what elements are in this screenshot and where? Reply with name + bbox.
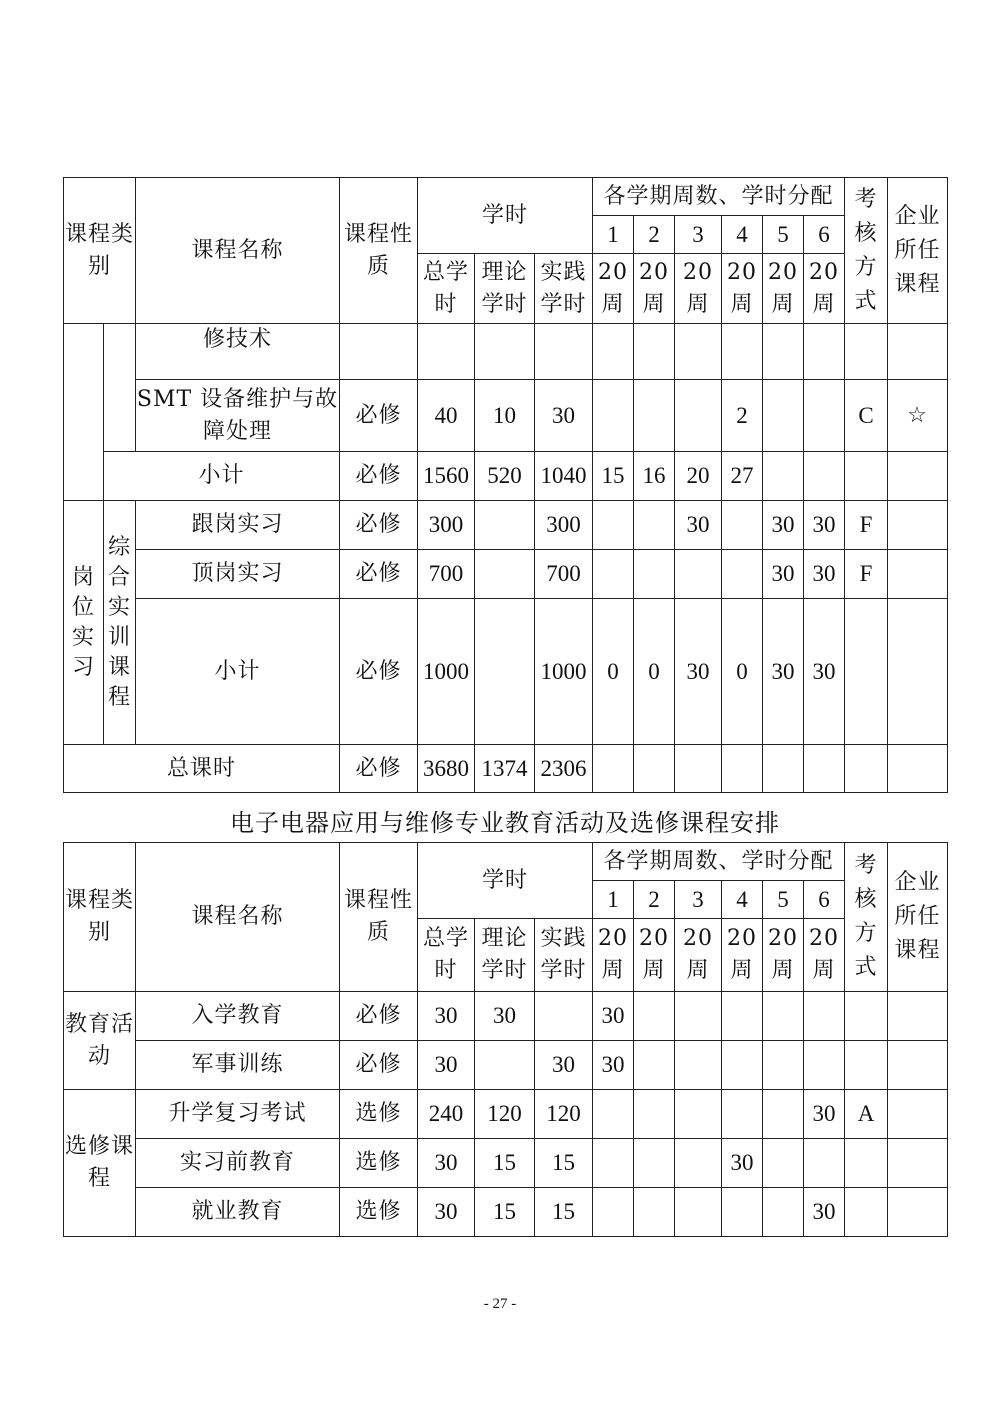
category-education-activities: 教育活动 <box>64 992 136 1090</box>
semester-2: 2 <box>634 881 675 919</box>
weeks-4: 20周 <box>722 254 763 324</box>
practice-hours: 300 <box>535 501 593 550</box>
header-category: 课程类别 <box>64 843 136 992</box>
weeks-1: 20周 <box>593 254 634 324</box>
grand-total-label: 总课时 <box>64 745 340 793</box>
theory-hours: 1374 <box>475 745 535 793</box>
course-name: 就业教育 <box>136 1188 340 1237</box>
theory-hours: 30 <box>475 992 535 1041</box>
total-hours: 1000 <box>418 599 475 745</box>
category-cell-continued <box>64 324 104 501</box>
semester-5: 5 <box>763 881 804 919</box>
category-elective-courses: 选修课程 <box>64 1090 136 1237</box>
header-course-name: 课程名称 <box>136 843 340 992</box>
total-hours: 700 <box>418 550 475 599</box>
semester-6: 6 <box>804 881 845 919</box>
total-hours: 30 <box>418 992 475 1041</box>
semester-1: 1 <box>593 881 634 919</box>
semester-2-hours: 0 <box>634 599 675 745</box>
semester-3-hours: 30 <box>675 599 722 745</box>
weeks-3: 20周 <box>675 254 722 324</box>
theory-hours: 520 <box>475 452 535 501</box>
weeks-5: 20周 <box>763 254 804 324</box>
course-name: 实习前教育 <box>136 1139 340 1188</box>
semester-6-hours: 30 <box>804 1090 845 1139</box>
semester-6: 6 <box>804 216 845 254</box>
page-number: - 27 - <box>483 1296 517 1312</box>
semester-4-hours: 30 <box>722 1139 763 1188</box>
assessment: C <box>845 380 888 452</box>
total-hours: 300 <box>418 501 475 550</box>
semester-4: 4 <box>722 216 763 254</box>
header-course-name: 课程名称 <box>136 178 340 324</box>
weeks-2: 20周 <box>634 919 675 992</box>
course-name: 顶岗实习 <box>136 550 340 599</box>
semester-5-hours: 30 <box>763 550 804 599</box>
theory-hours: 120 <box>475 1090 535 1139</box>
course-nature: 必修 <box>340 992 418 1041</box>
semester-1-hours: 0 <box>593 599 634 745</box>
course-nature: 必修 <box>340 745 418 793</box>
enterprise-star-icon: ☆ <box>888 380 948 452</box>
course-nature: 选修 <box>340 1139 418 1188</box>
theory-hours: 10 <box>475 380 535 452</box>
semester-6-hours: 30 <box>804 550 845 599</box>
semester-2: 2 <box>634 216 675 254</box>
theory-hours: 15 <box>475 1139 535 1188</box>
header-category: 课程类别 <box>64 178 136 324</box>
semester-6-hours: 30 <box>804 1188 845 1237</box>
practice-hours: 30 <box>535 1041 593 1090</box>
assessment: A <box>845 1090 888 1139</box>
subcategory-comprehensive-training: 综合实训课程 <box>104 501 136 745</box>
course-name: 军事训练 <box>136 1041 340 1090</box>
header-theory-hours: 理论学时 <box>475 919 535 992</box>
practice-hours: 1040 <box>535 452 593 501</box>
practice-hours: 15 <box>535 1139 593 1188</box>
theory-hours: 15 <box>475 1188 535 1237</box>
header-total-hours: 总学时 <box>418 254 475 324</box>
practice-hours: 2306 <box>535 745 593 793</box>
header-enterprise: 企业所任课程 <box>888 178 948 324</box>
total-hours: 30 <box>418 1188 475 1237</box>
practice-hours: 30 <box>535 380 593 452</box>
subcategory-cell-continued <box>104 324 136 452</box>
course-name: 升学复习考试 <box>136 1090 340 1139</box>
semester-6-hours: 30 <box>804 599 845 745</box>
total-hours: 1560 <box>418 452 475 501</box>
semester-4-hours: 2 <box>722 380 763 452</box>
total-hours: 3680 <box>418 745 475 793</box>
total-hours: 30 <box>418 1041 475 1090</box>
subtotal-label: 小计 <box>136 599 340 745</box>
total-hours: 30 <box>418 1139 475 1188</box>
course-name: 跟岗实习 <box>136 501 340 550</box>
header-enterprise: 企业所任课程 <box>888 843 948 992</box>
subtotal-label: 小计 <box>104 452 340 501</box>
semester-4: 4 <box>722 881 763 919</box>
elective-schedule-table <box>63 842 948 1237</box>
semester-1-hours: 30 <box>593 992 634 1041</box>
practice-hours: 700 <box>535 550 593 599</box>
course-nature: 选修 <box>340 1090 418 1139</box>
practice-hours: 120 <box>535 1090 593 1139</box>
course-nature: 选修 <box>340 1188 418 1237</box>
semester-1-hours: 15 <box>593 452 634 501</box>
header-semester-dist: 各学期周数、学时分配 <box>593 178 845 216</box>
weeks-3: 20周 <box>675 919 722 992</box>
header-total-hours: 总学时 <box>418 919 475 992</box>
semester-5-hours: 30 <box>763 599 804 745</box>
header-nature: 课程性质 <box>340 843 418 992</box>
semester-5: 5 <box>763 216 804 254</box>
semester-3: 3 <box>675 881 722 919</box>
semester-5-hours: 30 <box>763 501 804 550</box>
weeks-1: 20周 <box>593 919 634 992</box>
assessment: F <box>845 550 888 599</box>
weeks-6: 20周 <box>804 254 845 324</box>
assessment: F <box>845 501 888 550</box>
course-nature: 必修 <box>340 452 418 501</box>
practice-hours: 1000 <box>535 599 593 745</box>
total-hours: 40 <box>418 380 475 452</box>
semester-3-hours: 30 <box>675 501 722 550</box>
header-hours: 学时 <box>418 843 593 919</box>
semester-1: 1 <box>593 216 634 254</box>
header-practice-hours: 实践学时 <box>535 919 593 992</box>
header-practice-hours: 实践学时 <box>535 254 593 324</box>
header-assessment: 考核方式 <box>845 178 888 324</box>
course-name: 修技术 <box>136 324 340 380</box>
semester-2-hours: 16 <box>634 452 675 501</box>
course-nature: 必修 <box>340 380 418 452</box>
semester-3-hours: 20 <box>675 452 722 501</box>
course-nature: 必修 <box>340 1041 418 1090</box>
course-name: 入学教育 <box>136 992 340 1041</box>
semester-6-hours: 30 <box>804 501 845 550</box>
table-caption: 电子电器应用与维修专业教育活动及选修课程安排 <box>230 809 780 837</box>
header-hours: 学时 <box>418 178 593 254</box>
course-nature: 必修 <box>340 550 418 599</box>
weeks-5: 20周 <box>763 919 804 992</box>
category-post-internship: 岗位实习 <box>64 501 104 745</box>
practice-hours: 15 <box>535 1188 593 1237</box>
semester-4-hours: 0 <box>722 599 763 745</box>
weeks-2: 20周 <box>634 254 675 324</box>
course-nature: 必修 <box>340 501 418 550</box>
header-assessment: 考核方式 <box>845 843 888 992</box>
header-semester-dist: 各学期周数、学时分配 <box>593 843 845 881</box>
course-name: SMT 设备维护与故障处理 <box>136 380 340 452</box>
course-schedule-table <box>63 177 948 793</box>
header-nature: 课程性质 <box>340 178 418 324</box>
semester-1-hours: 30 <box>593 1041 634 1090</box>
semester-3: 3 <box>675 216 722 254</box>
weeks-6: 20周 <box>804 919 845 992</box>
header-theory-hours: 理论学时 <box>475 254 535 324</box>
total-hours: 240 <box>418 1090 475 1139</box>
semester-4-hours: 27 <box>722 452 763 501</box>
course-nature: 必修 <box>340 599 418 745</box>
weeks-4: 20周 <box>722 919 763 992</box>
